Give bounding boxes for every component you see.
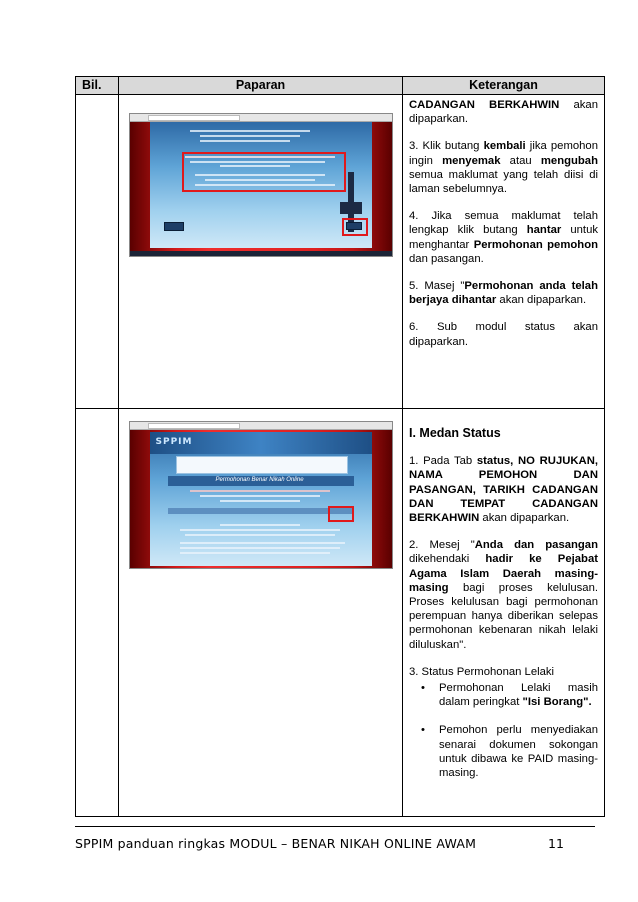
status-tab-highlight [328,506,354,522]
row1-para3: 4. Jika semua maklumat telah lengkap klik butang hantar untuk menghantar Permohonan pemohon dan pasangan. [409,210,598,265]
header-paparan: Paparan [119,77,403,95]
bullet-item: • Pemohon perlu menyediakan senarai dokumen sokongan untuk dibawa ke PAID masing-masing. [439,723,598,780]
status-bullet-list [409,681,598,780]
row1-bil [76,95,119,409]
info-highlight-box [182,152,346,192]
footer-title: SPPIM panduan ringkas MODUL – BENAR NIKAH ONLINE AWAM [75,836,477,851]
row2-bil [76,409,119,817]
row1-para1: CADANGAN BERKAHWIN akan dipaparkan. [409,99,598,126]
sppim-logo: SPPIM [155,437,193,447]
row1-para2: 3. Klik butang kembali jika pemohon ingin menyemak atau mengubah semua maklumat yang telah diisi di laman sebelumnya. [409,140,599,196]
row2-para3: 3. Status Permohonan Lelaki [409,665,555,678]
section-heading: I. Medan Status [409,426,501,440]
footer-rule [75,826,595,827]
banner-title: Permohonan Benar Nikah Online [215,477,304,483]
document-table [75,76,605,817]
row2-paparan [119,409,403,817]
row1-para5: 6. Sub modul status akan dipaparkan. [409,321,598,348]
row2-para1: 1. Pada Tab status, NO RUJUKAN, NAMA PEMOHON DAN PASANGAN, TARIKH CADANGAN DAN TEMPAT CADANGAN BERKAHWIN akan dipaparkan. [409,455,598,525]
row1-paparan [119,95,403,409]
row2-keterangan [403,409,605,817]
kembali-button-mock [164,222,184,231]
page-number: 11 [548,836,564,851]
header-keterangan: Keterangan [403,77,605,95]
row1-para4: 5. Masej "Permohonan anda telah berjaya dihantar akan dipaparkan. [409,280,598,307]
screenshot-status [129,421,393,569]
header-bil: Bil. [76,77,119,95]
screenshot-confirm [129,113,393,257]
row1-keterangan [403,95,605,409]
browser-window-icon [130,114,392,122]
browser-window-icon [130,422,392,430]
row2-para2: 2. Mesej "Anda dan pasangan dikehendaki hadir ke Pejabat Agama Islam Daerah masing-masing bagi proses kelulusan. Proses kelulusan bagi permohonan perempuan hanya diberikan selepas permohonan kebenaran nikah lelaki diluluskan". [409,539,598,651]
bullet-item: • Permohonan Lelaki masih dalam peringkat "Isi Borang". [439,681,598,709]
hantar-highlight-box [342,218,368,236]
